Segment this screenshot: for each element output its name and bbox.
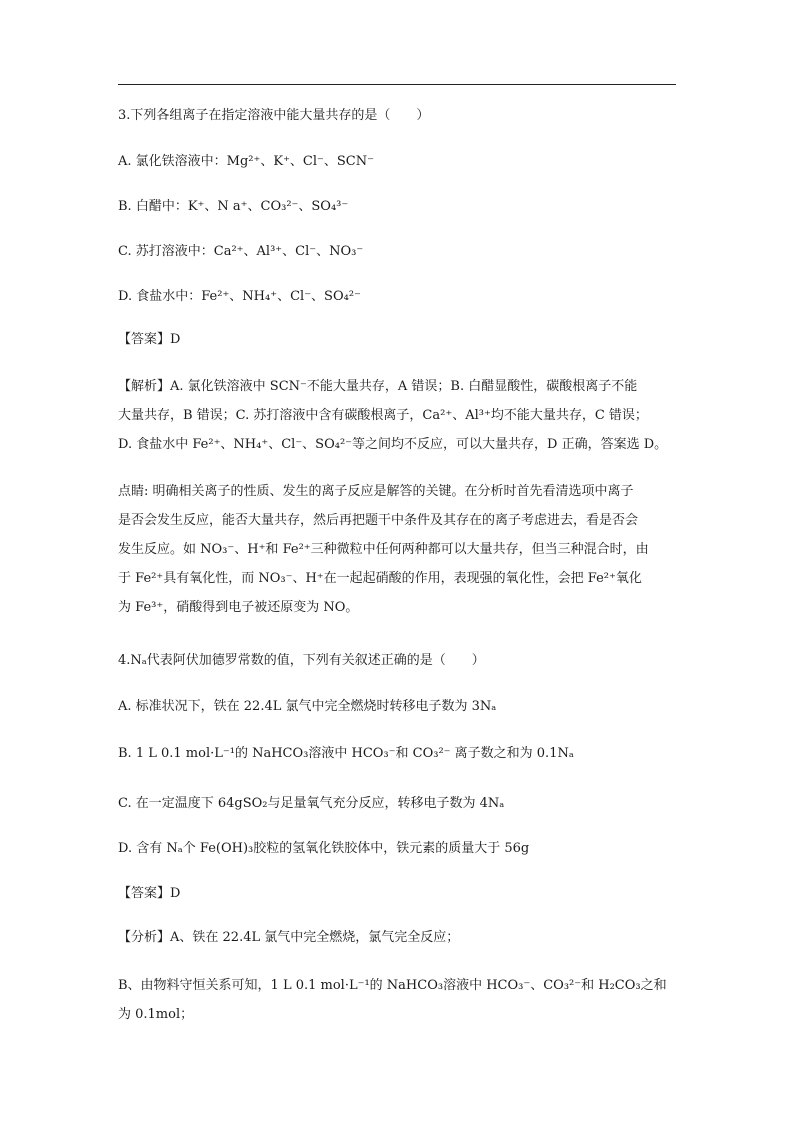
question-3-analysis [118,372,667,459]
question-3-tip [118,477,649,622]
tip-line: 为 Fe³⁺，硝酸得到电子被还原变为 NO。 [118,600,359,615]
analysis-line: 【解析】A. 氯化铁溶液中 SCN⁻不能大量共存，A 错误；B. 白醋显酸性，碳酸根离子不能 [118,379,638,394]
question-4-analysis-a: 【分析】A、铁在 22.4L 氯气中完全燃烧，氯气完全反应； [118,930,460,945]
question-3-option-c: C. 苏打溶液中：Ca²⁺、Al³⁺、Cl⁻、NO₃⁻ [118,244,364,259]
question-3-stem: 3.下列各组离子在指定溶液中能大量共存的是（ ） [118,108,430,123]
tip-line: 发生反应。如 NO₃⁻、H⁺和 Fe²⁺三种微粒中任何两种都可以大量共存，但当三种混合时，由 [118,542,649,557]
analysis-line: 大量共存，B 错误；C. 苏打溶液中含有碳酸根离子，Ca²⁺、Al³⁺均不能大量共存，C 错误； [118,408,648,423]
question-3-option-a: A. 氯化铁溶液中：Mg²⁺、K⁺、Cl⁻、SCN⁻ [118,154,374,169]
question-3-answer: 【答案】D [118,332,181,347]
question-4-analysis-b [118,971,667,1029]
tip-line: 是否会发生反应，能否大量共存，然后再把题干中条件及其存在的离子考虑进去，看是否会 [118,513,639,528]
question-4-option-a: A. 标准状况下，铁在 22.4L 氯气中完全燃烧时转移电子数为 3Nₐ [118,699,497,714]
tip-line: 于 Fe²⁺具有氧化性，而 NO₃⁻、H⁺在一起起硝酸的作用，表现强的氧化性，会把 Fe²⁺氧化 [118,571,642,586]
analysis-line: D. 食盐水中 Fe²⁺、NH₄⁺、Cl⁻、SO₄²⁻等之间均不反应，可以大量共存，D 正确，答案选 D。 [118,437,668,452]
question-4-stem: 4.Nₐ代表阿伏加德罗常数的值，下列有关叙述正确的是（ ） [118,653,485,668]
header-rule [118,84,676,85]
question-4-option-d: D. 含有 Nₐ个 Fe(OH)₃胶粒的氢氧化铁胶体中，铁元素的质量大于 56g [118,841,530,856]
question-3-option-d: D. 食盐水中：Fe²⁺、NH₄⁺、Cl⁻、SO₄²⁻ [118,289,361,304]
question-4-option-b: B. 1 L 0.1 mol·L⁻¹的 NaHCO₃溶液中 HCO₃⁻和 CO₃²⁻ 离子数之和为 0.1Nₐ [118,746,574,761]
tip-line: 点睛: 明确相关离子的性质、发生的离子反应是解答的关键。在分析时首先看清选项中离子 [118,484,634,499]
question-3-option-b: B. 白醋中：K⁺、N a⁺、CO₃²⁻、SO₄³⁻ [118,199,349,214]
analysis-line: B、由物料守恒关系可知，1 L 0.1 mol·L⁻¹的 NaHCO₃溶液中 HCO₃⁻、CO₃²⁻和 H₂CO₃之和 [118,978,667,993]
question-4-answer: 【答案】D [118,886,181,901]
analysis-line: 为 0.1mol； [118,1007,194,1022]
question-4-option-c: C. 在一定温度下 64gSO₂与足量氧气充分反应，转移电子数为 4Nₐ [118,796,505,811]
